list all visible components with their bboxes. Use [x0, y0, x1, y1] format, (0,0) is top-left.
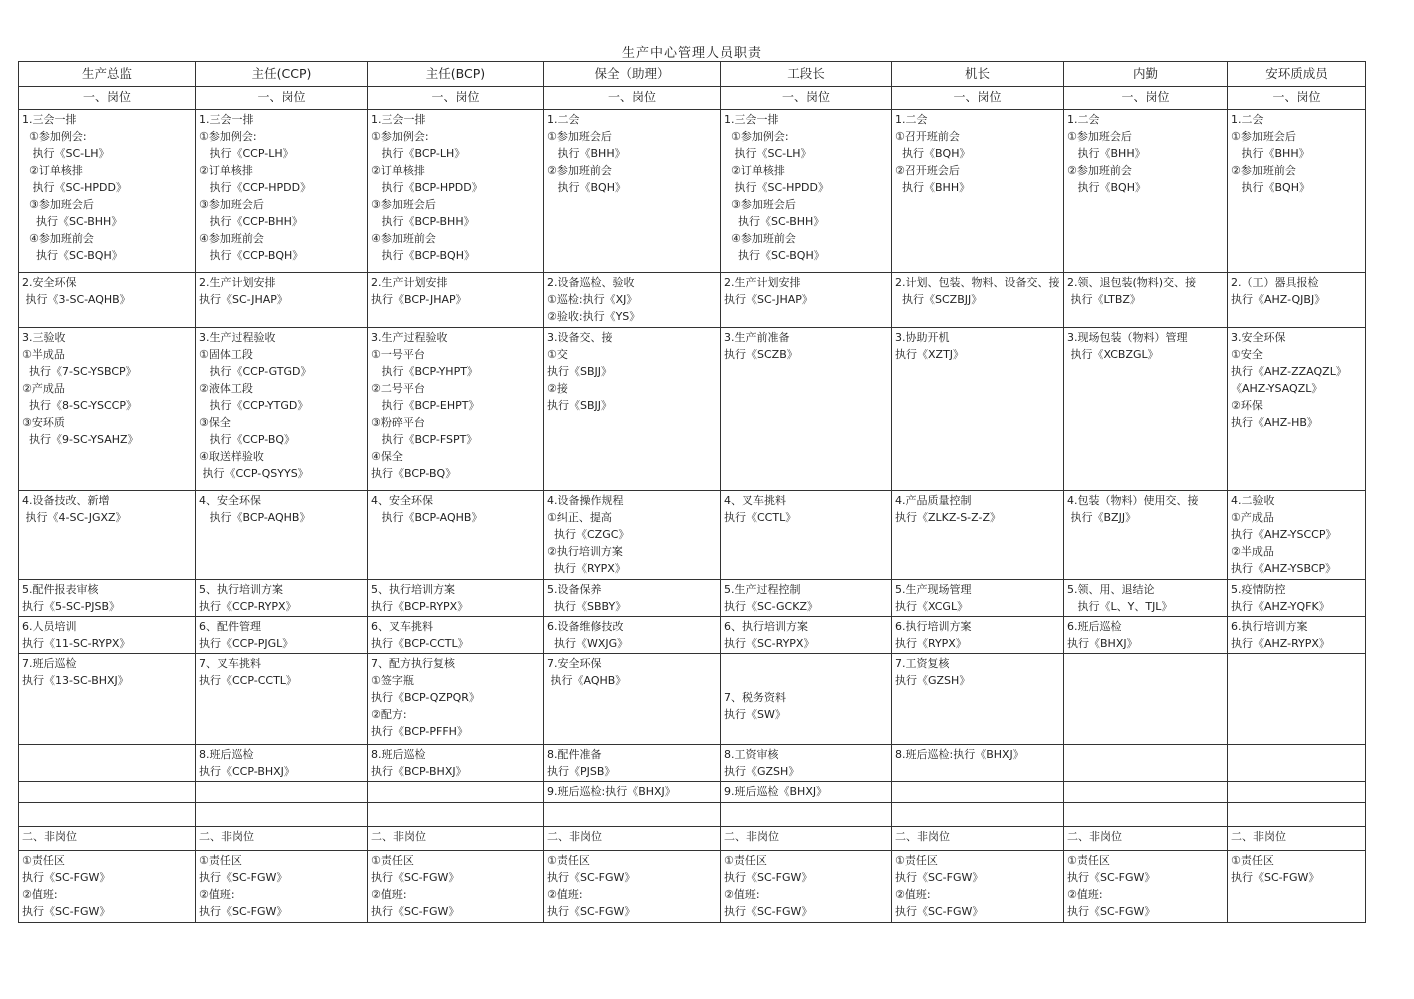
section-label-post: 一、岗位: [1228, 87, 1366, 110]
duty-cell: 2.设备巡检、验收 ①巡检:执行《XJ》 ②验收:执行《YS》: [544, 273, 721, 328]
duty-cell: [1228, 803, 1366, 827]
duty-cell: [19, 803, 196, 827]
duty-cell: 3.协助开机 执行《XZTJ》: [892, 328, 1064, 491]
duty-cell: [368, 803, 544, 827]
duty-cell: [1064, 654, 1228, 745]
duty-cell: 5.配件报表审核 执行《5-SC-PJSB》: [19, 580, 196, 617]
duty-cell: 4、安全环保 执行《BCP-AQHB》: [368, 491, 544, 580]
duty-cell: 9.班后巡检《BHXJ》: [721, 782, 892, 803]
duty-cell: 2.（工）器具报检 执行《AHZ-QJBJ》: [1228, 273, 1366, 328]
table-row: [19, 580, 1366, 617]
duty-cell: 8.班后巡检 执行《BCP-BHXJ》: [368, 745, 544, 782]
duty-cell: 5.生产现场管理 执行《XCGL》: [892, 580, 1064, 617]
document-title: 生产中心管理人员职责: [621, 46, 762, 61]
duty-cell: 1.二会 ①参加班会后 执行《BHH》 ②参加班前会 执行《BQH》: [544, 110, 721, 273]
duty-cell: [1228, 782, 1366, 803]
column-header: 机长: [892, 62, 1064, 87]
duty-cell: 4.设备操作规程 ①纠正、提高 执行《CZGC》 ②执行培训方案 执行《RYPX》: [544, 491, 721, 580]
duty-cell: 8.班后巡检 执行《CCP-BHXJ》: [196, 745, 368, 782]
column-header: 生产总监: [19, 62, 196, 87]
non-post-cell: ①责任区 执行《SC-FGW》: [1228, 851, 1366, 923]
section-label-non-post: 二、非岗位: [544, 827, 721, 851]
section-label-post: 一、岗位: [368, 87, 544, 110]
duty-cell: [892, 782, 1064, 803]
column-header: 保全（助理）: [544, 62, 721, 87]
duty-cell: 7.安全环保 执行《AQHB》: [544, 654, 721, 745]
duty-cell: [19, 782, 196, 803]
column-header: 主任(CCP): [196, 62, 368, 87]
column-header: 工段长: [721, 62, 892, 87]
table-row: [19, 851, 1366, 923]
duty-cell: 7、税务资料 执行《SW》: [721, 654, 892, 745]
table-row: [19, 745, 1366, 782]
duty-cell: [1228, 745, 1366, 782]
duty-cell: 5.设备保养 执行《SBBY》: [544, 580, 721, 617]
non-post-cell: ①责任区 执行《SC-FGW》 ②值班: 执行《SC-FGW》: [196, 851, 368, 923]
duty-cell: 1.三会一排 ①参加例会: 执行《BCP-LH》 ②订单核排 执行《BCP-HPDD》 ③参加班会后 执行《BCP-BHH》 ④参加班前会 执行《BCP-BQH》: [368, 110, 544, 273]
duty-cell: 2.计划、包装、物料、设备交、接 执行《SCZBJJ》: [892, 273, 1064, 328]
table-row: [19, 654, 1366, 745]
column-header: 主任(BCP): [368, 62, 544, 87]
duty-cell: 7.工资复核 执行《GZSH》: [892, 654, 1064, 745]
duty-table: [18, 61, 1366, 923]
duty-cell: [1064, 745, 1228, 782]
duty-cell: 5.疫情防控 执行《AHZ-YQFK》: [1228, 580, 1366, 617]
table-row: [19, 87, 1366, 110]
section-label-non-post: 二、非岗位: [19, 827, 196, 851]
non-post-cell: ①责任区 执行《SC-FGW》 ②值班: 执行《SC-FGW》: [368, 851, 544, 923]
duty-cell: [544, 803, 721, 827]
duty-cell: 7.班后巡检 执行《13-SC-BHXJ》: [19, 654, 196, 745]
duty-cell: [368, 782, 544, 803]
duty-cell: 5.生产过程控制 执行《SC-GCKZ》: [721, 580, 892, 617]
duty-cell: 6、配件管理 执行《CCP-PJGL》: [196, 617, 368, 654]
duty-cell: 6.执行培训方案 执行《AHZ-RYPX》: [1228, 617, 1366, 654]
table-row: [19, 110, 1366, 273]
duty-cell: 1.二会 ①召开班前会 执行《BQH》 ②召开班会后 执行《BHH》: [892, 110, 1064, 273]
duty-cell: [196, 803, 368, 827]
section-label-non-post: 二、非岗位: [892, 827, 1064, 851]
table-row: [19, 273, 1366, 328]
section-label-post: 一、岗位: [19, 87, 196, 110]
section-label-post: 一、岗位: [1064, 87, 1228, 110]
duty-cell: [721, 803, 892, 827]
duty-cell: 3.生产过程验收 ①固体工段 执行《CCP-GTGD》 ②液体工段 执行《CCP-YTGD》 ③保全 执行《CCP-BQ》 ④取送样验收 执行《CCP-QSYYS》: [196, 328, 368, 491]
table-row: [19, 782, 1366, 803]
duty-cell: 1.三会一排 ①参加例会: 执行《SC-LH》 ②订单核排 执行《SC-HPDD》 ③参加班会后 执行《SC-BHH》 ④参加班前会 执行《SC-BQH》: [19, 110, 196, 273]
section-label-non-post: 二、非岗位: [1064, 827, 1228, 851]
duty-cell: 6.设备维修技改 执行《WXJG》: [544, 617, 721, 654]
duty-cell: 4、叉车挑料 执行《CCTL》: [721, 491, 892, 580]
duty-cell: 2.生产计划安排 执行《BCP-JHAP》: [368, 273, 544, 328]
section-label-post: 一、岗位: [721, 87, 892, 110]
non-post-cell: ①责任区 执行《SC-FGW》 ②值班: 执行《SC-FGW》: [19, 851, 196, 923]
non-post-cell: ①责任区 执行《SC-FGW》 ②值班: 执行《SC-FGW》: [721, 851, 892, 923]
duty-cell: 9.班后巡检:执行《BHXJ》: [544, 782, 721, 803]
section-label-non-post: 二、非岗位: [368, 827, 544, 851]
duty-cell: 6、叉车挑料 执行《BCP-CCTL》: [368, 617, 544, 654]
section-label-non-post: 二、非岗位: [1228, 827, 1366, 851]
duty-cell: [196, 782, 368, 803]
duty-cell: 1.三会一排 ①参加例会: 执行《SC-LH》 ②订单核排 执行《SC-HPDD》 ③参加班会后 执行《SC-BHH》 ④参加班前会 执行《SC-BQH》: [721, 110, 892, 273]
table-row: [19, 617, 1366, 654]
duty-cell: 2.生产计划安排 执行《SC-JHAP》: [721, 273, 892, 328]
duty-cell: 5.领、用、退结论 执行《L、Y、TJL》: [1064, 580, 1228, 617]
duty-cell: [1228, 654, 1366, 745]
duty-cell: [892, 803, 1064, 827]
non-post-cell: ①责任区 执行《SC-FGW》 ②值班: 执行《SC-FGW》: [544, 851, 721, 923]
section-label-non-post: 二、非岗位: [721, 827, 892, 851]
duty-cell: 6、执行培训方案 执行《SC-RYPX》: [721, 617, 892, 654]
section-label-post: 一、岗位: [196, 87, 368, 110]
duty-cell: 2.安全环保 执行《3-SC-AQHB》: [19, 273, 196, 328]
duty-cell: 7、叉车挑料 执行《CCP-CCTL》: [196, 654, 368, 745]
duty-cell: [1064, 782, 1228, 803]
section-label-post: 一、岗位: [544, 87, 721, 110]
section-label-non-post: 二、非岗位: [196, 827, 368, 851]
duty-cell: 1.二会 ①参加班会后 执行《BHH》 ②参加班前会 执行《BQH》: [1228, 110, 1366, 273]
section-label-post: 一、岗位: [892, 87, 1064, 110]
duty-cell: 3.设备交、接 ①交 执行《SBJJ》 ②接 执行《SBJJ》: [544, 328, 721, 491]
duty-cell: [1064, 803, 1228, 827]
duty-cell: 3.安全环保 ①安全 执行《AHZ-ZZAQZL》 《AHZ-YSAQZL》 ②环保 执行《AHZ-HB》: [1228, 328, 1366, 491]
table-row: [19, 491, 1366, 580]
non-post-cell: ①责任区 执行《SC-FGW》 ②值班: 执行《SC-FGW》: [1064, 851, 1228, 923]
duty-cell: 6.人员培训 执行《11-SC-RYPX》: [19, 617, 196, 654]
duty-cell: 8.班后巡检:执行《BHXJ》: [892, 745, 1064, 782]
table-row: [19, 803, 1366, 827]
duty-cell: 6.班后巡检 执行《BHXJ》: [1064, 617, 1228, 654]
duty-cell: 2.生产计划安排 执行《SC-JHAP》: [196, 273, 368, 328]
duty-cell: 8.配件准备 执行《PJSB》: [544, 745, 721, 782]
duty-cell: 7、配方执行复核 ①签字瓶 执行《BCP-QZPQR》 ②配方: 执行《BCP-PFFH》: [368, 654, 544, 745]
duty-cell: 4、安全环保 执行《BCP-AQHB》: [196, 491, 368, 580]
duty-cell: 2.领、退包装(物料)交、接 执行《LTBZ》: [1064, 273, 1228, 328]
duty-cell: 3.现场包装（物料）管理 执行《XCBZGL》: [1064, 328, 1228, 491]
duty-cell: 3.生产前准备 执行《SCZB》: [721, 328, 892, 491]
column-header: 内勤: [1064, 62, 1228, 87]
duty-cell: 5、执行培训方案 执行《BCP-RYPX》: [368, 580, 544, 617]
column-header: 安环质成员: [1228, 62, 1366, 87]
table-row: [19, 328, 1366, 491]
duty-cell: 3.三验收 ①半成品 执行《7-SC-YSBCP》 ②产成品 执行《8-SC-YSCCP》 ③安环质 执行《9-SC-YSAHZ》: [19, 328, 196, 491]
duty-cell: 8.工资审核 执行《GZSH》: [721, 745, 892, 782]
duty-cell: 1.三会一排 ①参加例会: 执行《CCP-LH》 ②订单核排 执行《CCP-HPDD》 ③参加班会后 执行《CCP-BHH》 ④参加班前会 执行《CCP-BQH》: [196, 110, 368, 273]
duty-cell: 5、执行培训方案 执行《CCP-RYPX》: [196, 580, 368, 617]
duty-cell: 4.包装（物料）使用交、接 执行《BZJJ》: [1064, 491, 1228, 580]
duty-cell: 6.执行培训方案 执行《RYPX》: [892, 617, 1064, 654]
duty-cell: 1.二会 ①参加班会后 执行《BHH》 ②参加班前会 执行《BQH》: [1064, 110, 1228, 273]
non-post-cell: ①责任区 执行《SC-FGW》 ②值班: 执行《SC-FGW》: [892, 851, 1064, 923]
duty-cell: 4.设备技改、新增 执行《4-SC-JGXZ》: [19, 491, 196, 580]
duty-cell: 4.二验收 ①产成品 执行《AHZ-YSCCP》 ②半成品 执行《AHZ-YSBCP》: [1228, 491, 1366, 580]
duty-cell: [19, 745, 196, 782]
table-row: [19, 827, 1366, 851]
duty-cell: 3.生产过程验收 ①一号平台 执行《BCP-YHPT》 ②二号平台 执行《BCP-EHPT》 ③粉碎平台 执行《BCP-FSPT》 ④保全 执行《BCP-BQ》: [368, 328, 544, 491]
duty-cell: 4.产品质量控制 执行《ZLKZ-S-Z-Z》: [892, 491, 1064, 580]
